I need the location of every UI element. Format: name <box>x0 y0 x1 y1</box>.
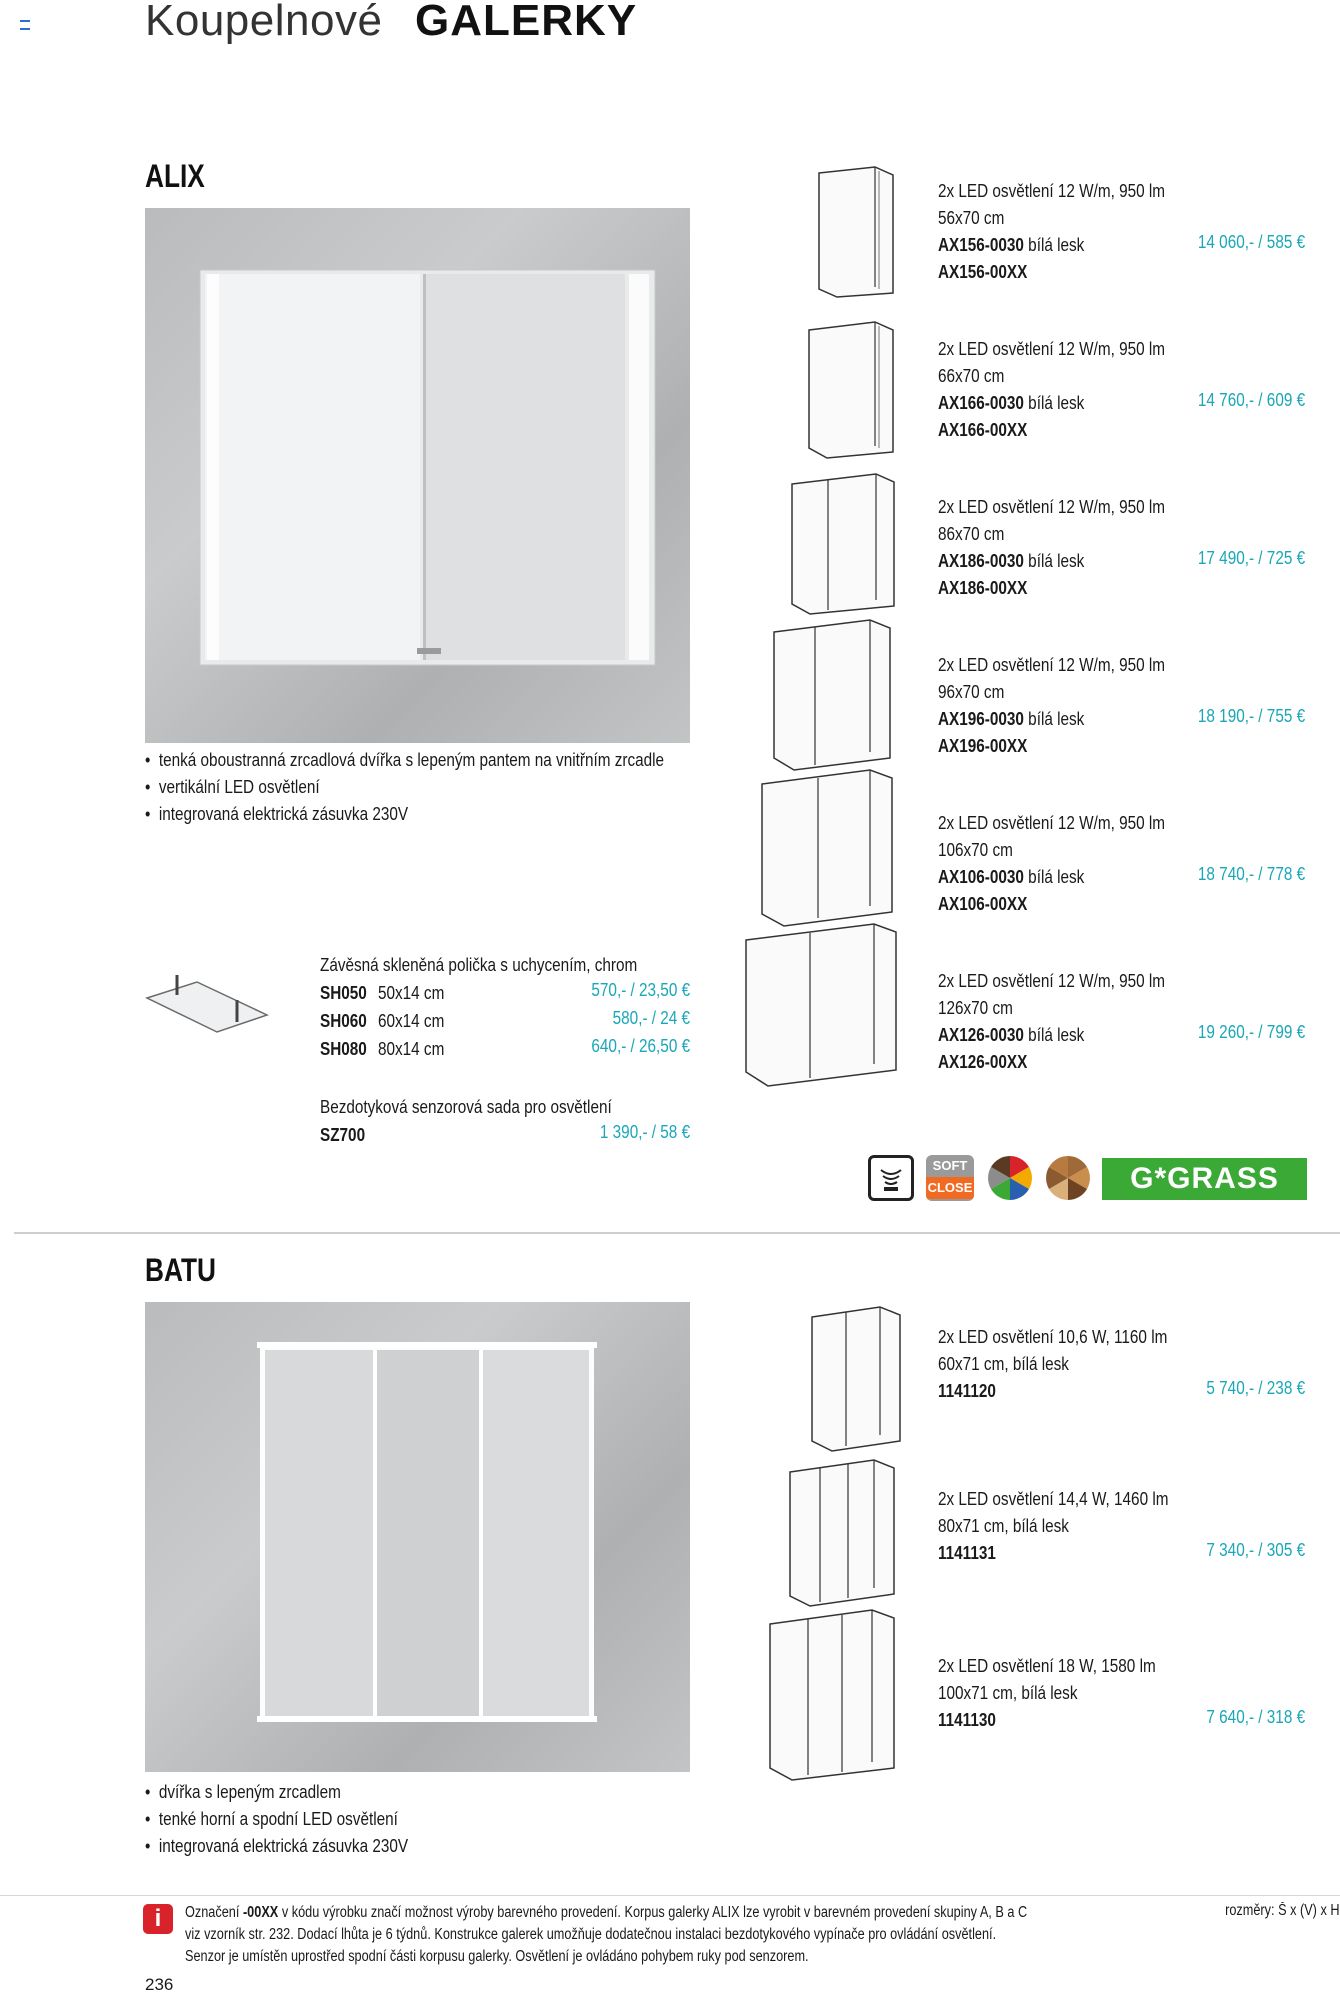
sensor-wave-icon <box>871 1158 911 1198</box>
sensor-price: 1 390,- / 58 € <box>599 1122 690 1142</box>
page-title-light: Koupelnové <box>145 0 383 45</box>
product-price: 19 260,- / 799 € <box>1197 1022 1305 1042</box>
product-size: 106x70 cm <box>938 840 1013 860</box>
section-title-alix: ALIX <box>145 158 205 194</box>
product-spec: 2x LED osvětlení 12 W/m, 950 lm <box>938 655 1166 675</box>
product-finish: bílá lesk <box>1028 235 1085 255</box>
batu-product <box>938 1324 1208 1405</box>
alix-product <box>938 652 1205 760</box>
product-code: AX196-0030 <box>938 709 1024 729</box>
soft-close-icon <box>926 1155 974 1201</box>
product-code: AX186-0030 <box>938 551 1024 571</box>
sensor-code: SZ700 <box>320 1125 366 1145</box>
product-finish: bílá lesk <box>1028 551 1085 571</box>
shelf-price: 580,- / 24 € <box>612 1008 690 1028</box>
alix-cabinet-illustration <box>145 208 690 743</box>
product-price: 7 640,- / 318 € <box>1206 1707 1305 1727</box>
feature-item: • tenká oboustranná zrcadlová dvířka s lepeným pantem na vnitřním zrcadle <box>145 747 664 774</box>
product-price: 18 190,- / 755 € <box>1197 706 1305 726</box>
feature-item: • dvířka s lepeným zrcadlem <box>145 1779 408 1806</box>
color-palette-icon <box>986 1154 1034 1202</box>
alix-features <box>145 747 756 828</box>
product-spec: 2x LED osvětlení 12 W/m, 950 lm <box>938 971 1166 991</box>
product-size: 86x70 cm <box>938 524 1005 544</box>
footer-divider <box>0 1895 1340 1896</box>
product-code: AX166-0030 <box>938 393 1024 413</box>
batu-cabinet-illustration <box>145 1302 690 1772</box>
shelf-size: 50x14 cm <box>378 983 445 1003</box>
product-code: 1141130 <box>938 1710 996 1730</box>
product-price: 5 740,- / 238 € <box>1206 1378 1305 1398</box>
note-code: -00XX <box>242 1904 279 1921</box>
shelf-size: 60x14 cm <box>378 1011 445 1031</box>
note-line3: Senzor je umístěn uprostřed spodní části korpusu galerky. Osvětlení je ovládáno pohybem ruky pod senzorem. <box>185 1948 809 1965</box>
shelf-code: SH080 <box>320 1039 367 1059</box>
batu-product <box>938 1486 1209 1567</box>
shelf-size: 80x14 cm <box>378 1039 445 1059</box>
product-code: AX106-0030 <box>938 867 1024 887</box>
alix-product <box>938 178 1205 286</box>
alix-cabinet-thumb <box>770 618 895 773</box>
info-icon: i <box>143 1904 173 1934</box>
alix-product <box>938 336 1205 444</box>
product-finish: bílá lesk <box>1028 1025 1085 1045</box>
note-prefix: Označení <box>185 1904 240 1921</box>
alix-cabinet-thumb <box>815 165 895 300</box>
alix-product-photo <box>145 208 690 743</box>
note-line2: viz vzorník str. 232. Dodací lhůta je 6 týdnů. Konstrukce galerek umožňuje dodatečnou instalaci bezdotykového vypínače pro ovládání osvětlení. <box>185 1926 997 1943</box>
product-code-color: AX126-00XX <box>938 1052 1028 1072</box>
section-divider <box>14 1232 1340 1234</box>
product-price: 14 760,- / 609 € <box>1197 390 1305 410</box>
alix-cabinet-thumb <box>742 922 902 1087</box>
alix-cabinet-thumb <box>788 472 898 617</box>
product-code: AX126-0030 <box>938 1025 1024 1045</box>
batu-cabinet-thumb <box>786 1458 898 1608</box>
alix-cabinet-thumb <box>805 320 895 460</box>
feature-item: • vertikální LED osvětlení <box>145 774 664 801</box>
product-size: 126x70 cm <box>938 998 1013 1018</box>
product-size: 100x71 cm, bílá lesk <box>938 1683 1078 1703</box>
product-spec: 2x LED osvětlení 14,4 W, 1460 lm <box>938 1489 1169 1509</box>
page-menu-icon <box>20 20 30 30</box>
product-size: 56x70 cm <box>938 208 1005 228</box>
product-code: 1141120 <box>938 1381 996 1401</box>
page-title-bold: GALERKY <box>415 0 638 45</box>
feature-item: • integrovaná elektrická zásuvka 230V <box>145 801 664 828</box>
product-code: AX156-0030 <box>938 235 1024 255</box>
product-size: 60x71 cm, bílá lesk <box>938 1354 1069 1374</box>
product-code: 1141131 <box>938 1543 996 1563</box>
note-line1: v kódu výrobku značí možnost výroby barevného provedení. Korpus galerky ALIX lze vyrobit v barevném provedení skupiny A, B a C <box>281 1904 1028 1921</box>
product-code-color: AX166-00XX <box>938 420 1028 440</box>
batu-product-photo <box>145 1302 690 1772</box>
shelf-code: SH060 <box>320 1011 367 1031</box>
product-finish: bílá lesk <box>1028 709 1085 729</box>
product-finish: bílá lesk <box>1028 867 1085 887</box>
product-finish: bílá lesk <box>1028 393 1085 413</box>
product-code-color: AX106-00XX <box>938 894 1028 914</box>
grass-logo: G*GRASS <box>1102 1158 1307 1200</box>
close-label: CLOSE <box>926 1177 974 1199</box>
alix-product <box>938 494 1205 602</box>
batu-product <box>938 1653 1194 1734</box>
dimensions-legend: rozměry: Š x (V) x H <box>1225 1902 1340 1919</box>
shelf-code: SH050 <box>320 983 367 1003</box>
page-number: 236 <box>145 1975 174 1994</box>
alix-product <box>938 968 1205 1076</box>
product-price: 7 340,- / 305 € <box>1206 1540 1305 1560</box>
product-size: 66x70 cm <box>938 366 1005 386</box>
product-code-color: AX156-00XX <box>938 262 1028 282</box>
product-price: 18 740,- / 778 € <box>1197 864 1305 884</box>
sensor-title: Bezdotyková senzorová sada pro osvětlení <box>320 1097 612 1117</box>
product-spec: 2x LED osvětlení 10,6 W, 1160 lm <box>938 1327 1168 1347</box>
footer-note <box>185 1902 1027 1968</box>
product-size: 80x71 cm, bílá lesk <box>938 1516 1069 1536</box>
shelf-price: 570,- / 23,50 € <box>591 980 690 1000</box>
product-spec: 2x LED osvětlení 12 W/m, 950 lm <box>938 339 1166 359</box>
soft-label: SOFT <box>932 1158 968 1173</box>
glass-shelf-illustration <box>142 970 272 1040</box>
feature-item: • integrovaná elektrická zásuvka 230V <box>145 1833 408 1860</box>
product-code-color: AX196-00XX <box>938 736 1028 756</box>
product-spec: 2x LED osvětlení 12 W/m, 950 lm <box>938 813 1166 833</box>
product-price: 14 060,- / 585 € <box>1197 232 1305 252</box>
product-code-color: AX186-00XX <box>938 578 1028 598</box>
batu-cabinet-thumb <box>808 1305 903 1455</box>
batu-cabinet-thumb <box>766 1608 898 1783</box>
product-price: 17 490,- / 725 € <box>1197 548 1305 568</box>
alix-cabinet-thumb <box>758 768 898 928</box>
product-spec: 2x LED osvětlení 12 W/m, 950 lm <box>938 497 1166 517</box>
product-spec: 2x LED osvětlení 18 W, 1580 lm <box>938 1656 1156 1676</box>
product-spec: 2x LED osvětlení 12 W/m, 950 lm <box>938 181 1166 201</box>
batu-features <box>145 1779 454 1860</box>
alix-product <box>938 810 1205 918</box>
product-size: 96x70 cm <box>938 682 1005 702</box>
shelf-price: 640,- / 26,50 € <box>591 1036 690 1056</box>
sensor-icon <box>868 1155 914 1201</box>
wood-decor-icon <box>1044 1154 1092 1202</box>
feature-item: • tenké horní a spodní LED osvětlení <box>145 1806 408 1833</box>
section-title-batu: BATU <box>145 1252 216 1288</box>
shelf-title: Závěsná skleněná polička s uchycením, chrom <box>320 955 638 975</box>
